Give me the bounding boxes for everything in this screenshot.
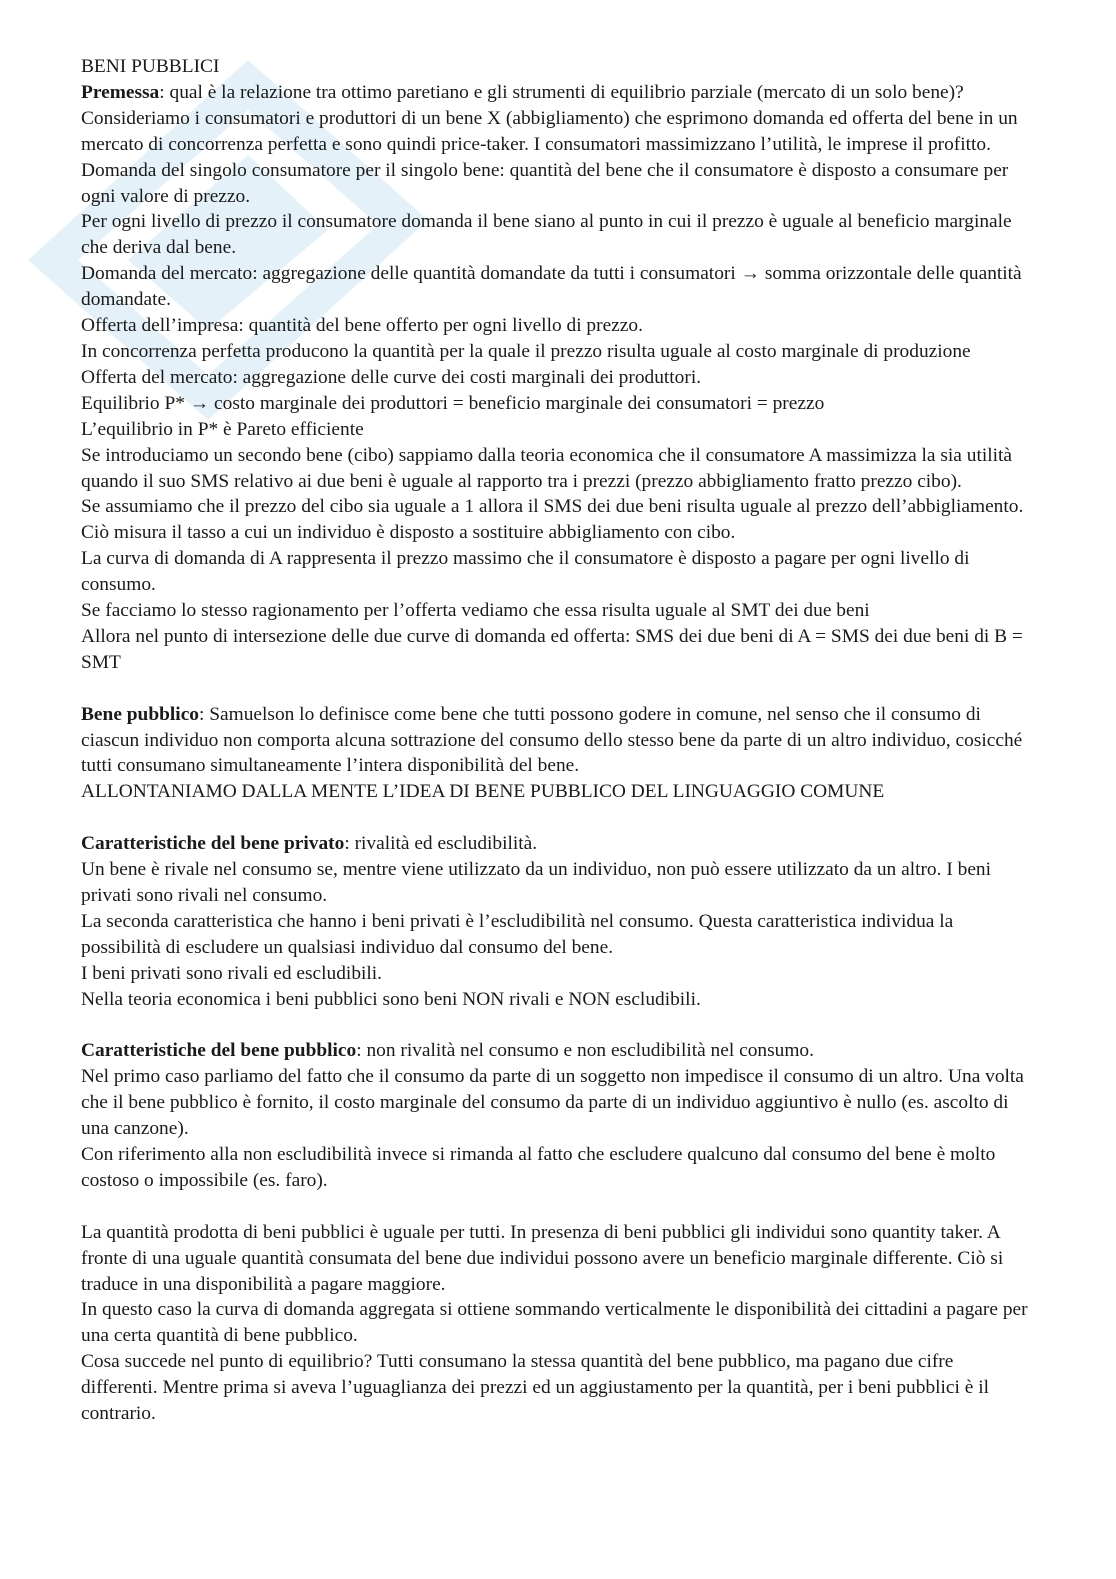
paragraph: In concorrenza perfetta producono la quantità per la quale il prezzo risulta uguale al costo marginale di produzione xyxy=(81,340,971,362)
document-page xyxy=(81,54,1031,1427)
paragraph: Offerta dell’impresa: quantità del bene offerto per ogni livello di prezzo. xyxy=(81,315,643,337)
arrow-icon: → xyxy=(740,263,760,285)
paragraph: Allora nel punto di intersezione delle due curve di domanda ed offerta: SMS dei due beni di A = SMS dei due beni di B = SMT xyxy=(81,625,1023,673)
paragraph: Cosa succede nel punto di equilibrio? Tutti consumano la stessa quantità del bene pubblico, ma pagano due cifre differenti. Mentre prima si aveva l’uguaglianza dei prezzi ed un aggiustamento per la quantità, per i beni pubblici è il contrario. xyxy=(81,1351,989,1425)
paragraph: Se introduciamo un secondo bene (cibo) sappiamo dalla teoria economica che il consumatore A massimizza la sia utilità quando il suo SMS relativo ai due beni è uguale al rapporto tra i prezzi (prezzo abbigliamento fratto prezzo cibo). xyxy=(81,444,1012,492)
paragraph: ALLONTANIAMO DALLA MENTE L’IDEA DI BENE PUBBLICO DEL LINGUAGGIO COMUNE xyxy=(81,781,885,803)
paragraph: In questo caso la curva di domanda aggregata si ottiene sommando verticalmente le disponibilità dei cittadini a pagare per una certa quantità di bene pubblico. xyxy=(81,1299,1028,1347)
paragraph: Nel primo caso parliamo del fatto che il consumo da parte di un soggetto non impedisce il consumo di un altro. Una volta che il bene pubblico è fornito, il costo marginale del consumo da parte di un individuo aggiuntivo è nullo (es. ascolto di una canzone). xyxy=(81,1066,1024,1140)
paragraph-caratteristiche-pubblico: Caratteristiche del bene pubblico: non rivalità nel consumo e non escludibilità nel consumo. xyxy=(81,1040,814,1062)
paragraph-bene-privato: Caratteristiche del bene privato: rivalità ed escludibilità. xyxy=(81,833,538,855)
arrow-icon: → xyxy=(189,392,210,414)
paragraph: Equilibrio P* → costo marginale dei produttori = beneficio marginale dei consumatori = prezzo xyxy=(81,392,825,414)
document-title: BENI PUBBLICI xyxy=(81,56,220,77)
paragraph-premessa: Premessa: qual è la relazione tra ottimo paretiano e gli strumenti di equilibrio parziale (mercato di un solo bene)? Consideriamo i consumatori e produttori di un bene X (abbigliamento) che esprimono domanda ed offerta del bene in un mercato di concorrenza perfetta e sono quindi price-taker. I consumatori massimizzano l’utilità, le imprese il profitto. xyxy=(81,81,1018,155)
premessa-heading: Premessa xyxy=(81,81,160,103)
paragraph: La seconda caratteristica che hanno i beni privati è l’escludibilità nel consumo. Questa caratteristica individua la possibilità di escludere un qualsiasi individuo dal consumo del bene. xyxy=(81,910,954,958)
bene-pubblico-heading: Bene pubblico xyxy=(81,703,199,725)
paragraph: Se assumiamo che il prezzo del cibo sia uguale a 1 allora il SMS dei due beni risulta uguale al prezzo dell’abbigliamento. Ciò misura il tasso a cui un individuo è disposto a sostituire abbigliamento con cibo. xyxy=(81,496,1024,544)
paragraph: Se facciamo lo stesso ragionamento per l’offerta vediamo che essa risulta uguale al SMT dei due beni xyxy=(81,600,870,622)
paragraph-bene-pubblico: Bene pubblico: Samuelson lo definisce come bene che tutti possono godere in comune, nel senso che il consumo di ciascun individuo non comporta alcuna sottrazione del consumo dello stesso bene da parte di un altro individuo, cosicché tutti consumano simultaneamente l’intera disponibilità del bene. xyxy=(81,703,1023,777)
paragraph: Con riferimento alla non escludibilità invece si rimanda al fatto che escludere qualcuno dal consumo del bene è molto costoso o impossibile (es. faro). xyxy=(81,1144,996,1191)
paragraph: Per ogni livello di prezzo il consumatore domanda il bene siano al punto in cui il prezzo è uguale al beneficio marginale che deriva dal bene. xyxy=(81,211,1012,259)
paragraph: Un bene è rivale nel consumo se, mentre viene utilizzato da un individuo, non può essere utilizzato da un altro. I beni privati sono rivali nel consumo. xyxy=(81,859,992,906)
paragraph: La quantità prodotta di beni pubblici è uguale per tutti. In presenza di beni pubblici gli individui sono quantity taker. A fronte di una uguale quantità consumata del bene due individui possono avere un beneficio marginale differente. Ciò si traduce in una disponibilità a pagare maggiore. xyxy=(81,1221,1004,1295)
paragraph: Domanda del mercato: aggregazione delle quantità domandate da tutti i consumatori → somma orizzontale delle quantità domandate. xyxy=(81,263,1022,311)
paragraph: Domanda del singolo consumatore per il singolo bene: quantità del bene che il consumatore è disposto a consumare per ogni valore di prezzo. xyxy=(81,159,1009,207)
paragraph: I beni privati sono rivali ed escludibili. xyxy=(81,962,383,984)
paragraph: La curva di domanda di A rappresenta il prezzo massimo che il consumatore è disposto a pagare per ogni livello di consumo. xyxy=(81,548,970,596)
caratteristiche-pubblico-heading: Caratteristiche del bene pubblico xyxy=(81,1040,357,1062)
paragraph: Nella teoria economica i beni pubblici sono beni NON rivali e NON escludibili. xyxy=(81,988,701,1010)
paragraph: Offerta del mercato: aggregazione delle curve dei costi marginali dei produttori. xyxy=(81,366,702,388)
paragraph: L’equilibrio in P* è Pareto efficiente xyxy=(81,418,364,440)
bene-privato-heading: Caratteristiche del bene privato xyxy=(81,833,345,855)
